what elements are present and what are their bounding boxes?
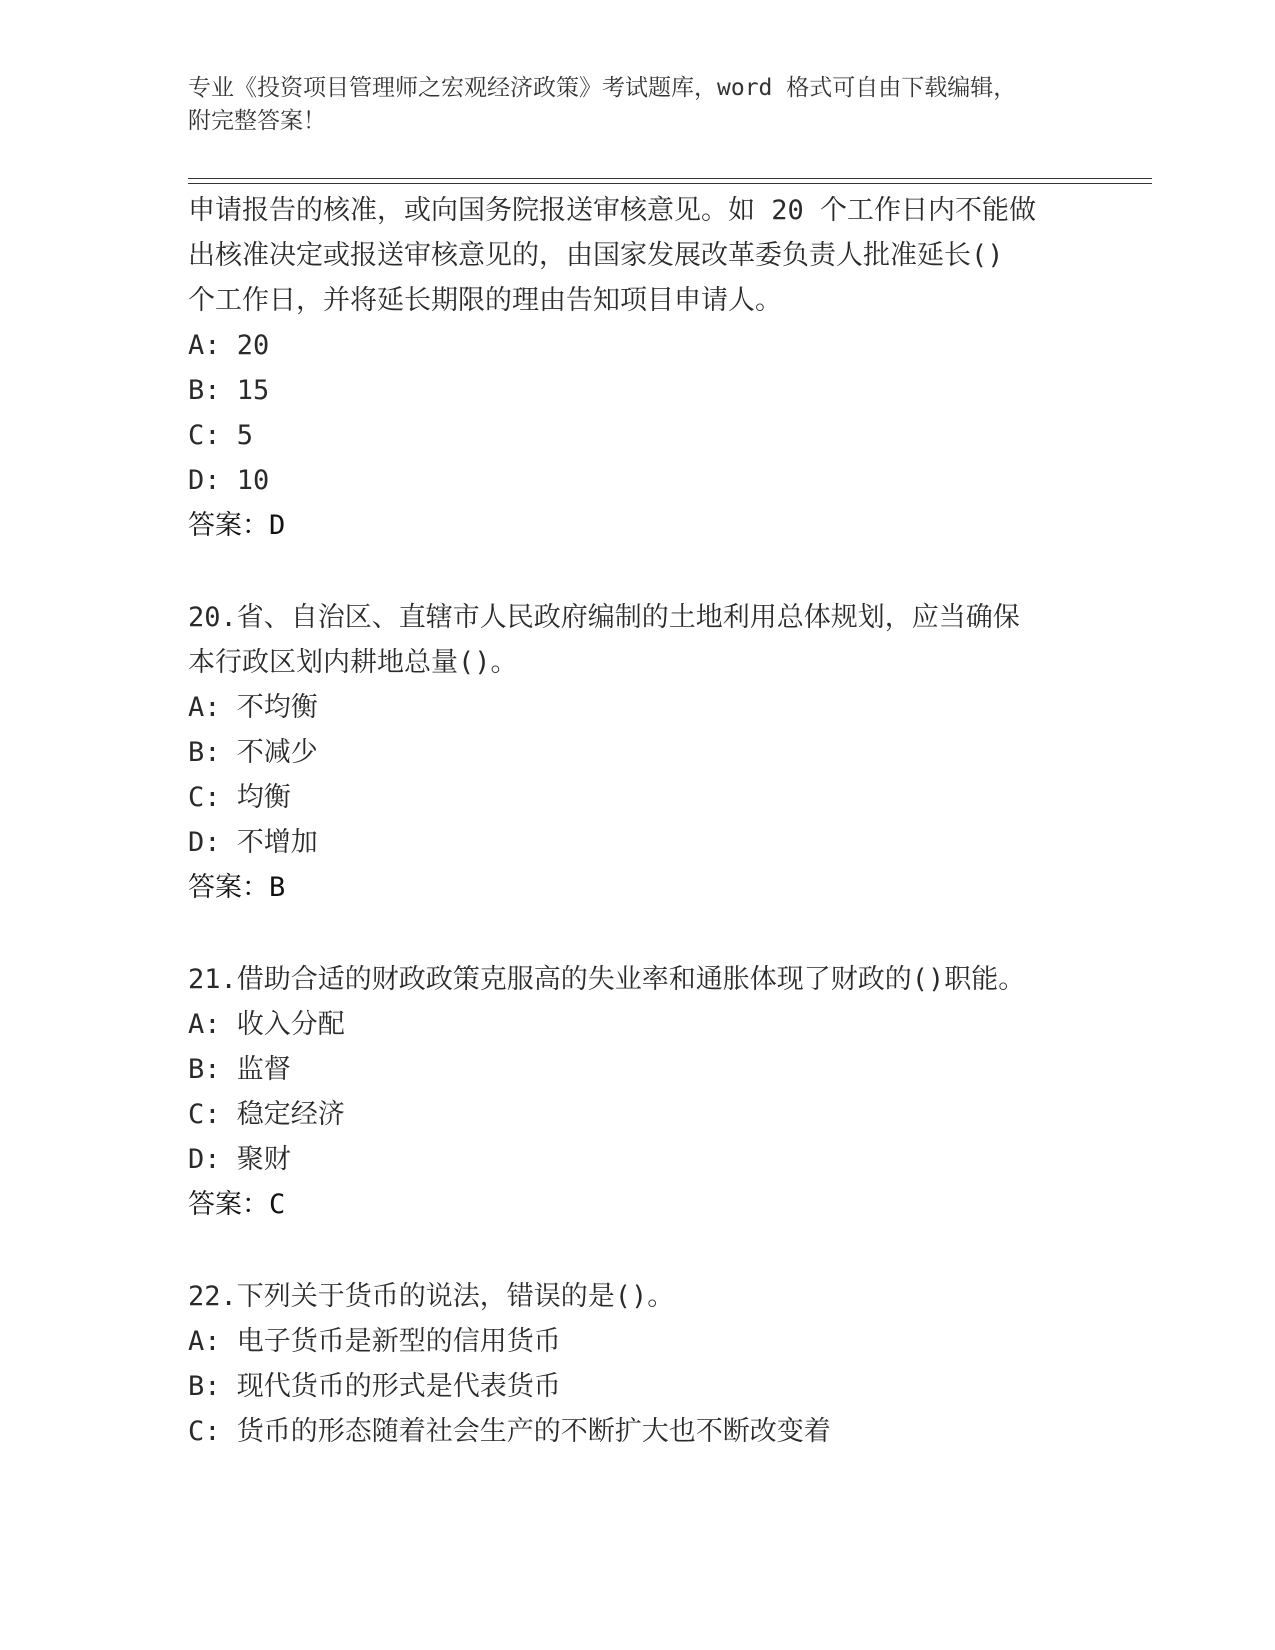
option-a: A: 20 [188, 330, 270, 361]
question-text-line: 申请报告的核准，或向国务院报送审核意见。如 20 个工作日内不能做 [188, 195, 1037, 226]
question-22 [188, 1274, 1088, 1454]
option-d: D: 10 [188, 465, 270, 496]
option-a: A: 不均衡 [188, 692, 318, 723]
header-divider-top [188, 178, 1152, 179]
option-a: A: 电子货币是新型的信用货币 [188, 1326, 561, 1357]
question-text-line: 本行政区划内耕地总量()。 [188, 647, 518, 678]
question-list [188, 188, 1088, 1454]
question-text-line: 22.下列关于货币的说法，错误的是()。 [188, 1281, 675, 1312]
option-c: C: 稳定经济 [188, 1099, 345, 1130]
answer: 答案：C [188, 1189, 286, 1220]
option-a: A: 收入分配 [188, 1009, 345, 1040]
option-b: B: 现代货币的形式是代表货币 [188, 1371, 561, 1402]
header-line-1: 专业《投资项目管理师之宏观经济政策》考试题库，word 格式可自由下载编辑， [188, 75, 1017, 101]
question-text-line: 个工作日，并将延长期限的理由告知项目申请人。 [188, 285, 782, 316]
question-text-line: 20.省、自治区、直辖市人民政府编制的土地利用总体规划，应当确保 [188, 602, 1020, 633]
header-divider-bottom [188, 183, 1152, 184]
spacer [188, 910, 1088, 957]
spacer [188, 1227, 1088, 1274]
option-c: C: 均衡 [188, 782, 291, 813]
option-c: C: 5 [188, 420, 254, 451]
option-d: D: 聚财 [188, 1144, 291, 1175]
answer: 答案：B [188, 872, 286, 903]
question-19 [188, 188, 1088, 548]
option-b: B: 15 [188, 375, 270, 406]
option-c: C: 货币的形态随着社会生产的不断扩大也不断改变着 [188, 1416, 831, 1447]
document-header [188, 72, 1068, 138]
option-d: D: 不增加 [188, 827, 318, 858]
option-b: B: 不减少 [188, 737, 318, 768]
question-20 [188, 595, 1088, 910]
answer: 答案：D [188, 510, 286, 541]
header-line-2: 附完整答案！ [188, 108, 326, 134]
option-b: B: 监督 [188, 1054, 291, 1085]
question-21 [188, 957, 1088, 1227]
question-text-line: 出核准决定或报送审核意见的，由国家发展改革委负责人批准延长() [188, 240, 1004, 271]
question-text-line: 21.借助合适的财政政策克服高的失业率和通胀体现了财政的()职能。 [188, 964, 1026, 995]
spacer [188, 548, 1088, 595]
